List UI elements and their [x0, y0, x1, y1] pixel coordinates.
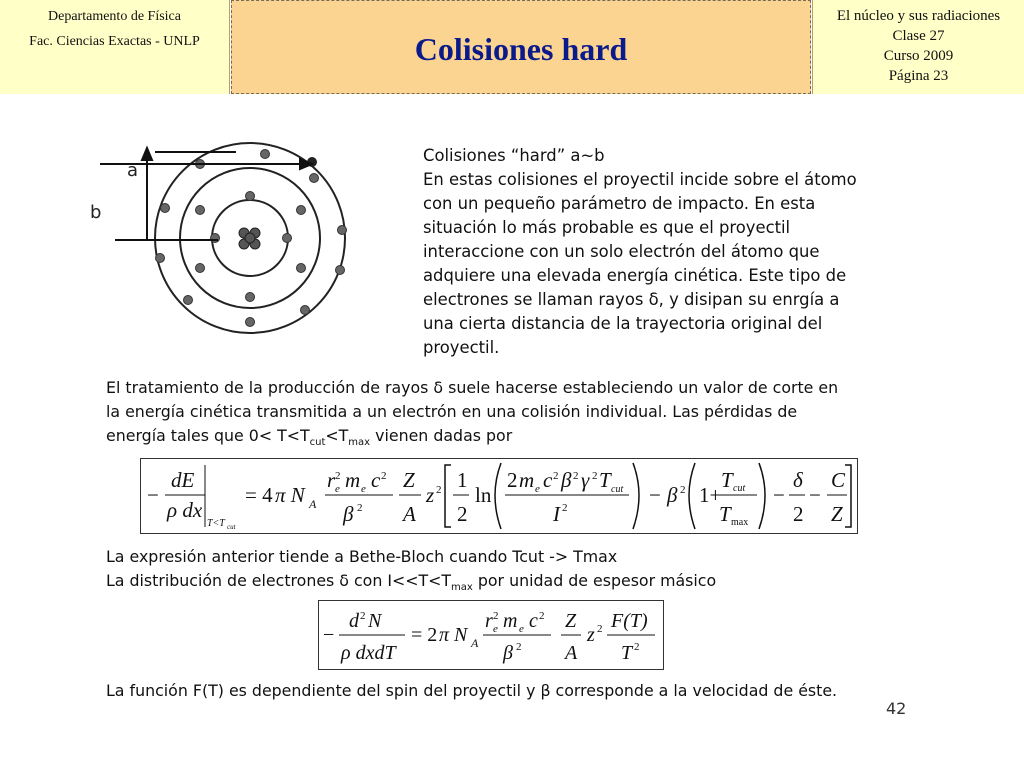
- intro-line: adquiere una elevada energía cinética. Este tipo de: [423, 266, 847, 285]
- intro-line: situación lo más probable es que el proyectil: [423, 218, 791, 237]
- svg-text:2: 2: [562, 502, 568, 514]
- svg-text:2: 2: [516, 641, 522, 653]
- page-label: Página 23: [888, 68, 949, 84]
- svg-text:A: A: [565, 642, 578, 664]
- class-number: Clase 27: [892, 28, 945, 44]
- svg-text:2: 2: [793, 502, 804, 526]
- svg-text:z: z: [587, 624, 595, 646]
- svg-text:e: e: [493, 623, 498, 635]
- footer-text: La función F(T) es dependiente del spin del proyectil y β corresponde a la velocidad de éste.: [106, 681, 838, 700]
- svg-text:Z: Z: [831, 502, 843, 526]
- svg-text:m: m: [519, 468, 535, 492]
- svg-text:T: T: [721, 468, 733, 492]
- svg-text:T: T: [599, 468, 611, 492]
- svg-text:c: c: [371, 468, 381, 492]
- label-a: a: [127, 160, 139, 181]
- treatment-line: energía tales que $0< T<T_{cut}<T_{max}$ vienen dadas por: [106, 426, 513, 449]
- svg-text:F(T): F(T): [611, 610, 648, 632]
- svg-text:2: 2: [335, 470, 341, 482]
- svg-text:2: 2: [357, 502, 363, 514]
- svg-text:c: c: [543, 468, 553, 492]
- intro-line: con un pequeño parámetro de impacto. En esta: [423, 194, 816, 213]
- svg-text:−: −: [323, 624, 335, 646]
- page-title: Colisiones hard: [414, 30, 628, 67]
- svg-text:−: −: [773, 483, 785, 507]
- svg-text:2: 2: [436, 484, 442, 496]
- intro-line: proyectil.: [423, 338, 500, 357]
- intro-line: electrones se llaman rayos δ, y disipan su enrgía a: [423, 290, 840, 309]
- header-right: [812, 0, 1024, 94]
- intro-line: En estas colisiones el proyectil incide sobre el átomo: [423, 170, 857, 189]
- svg-text:δ: δ: [793, 468, 803, 492]
- svg-text:d: d: [349, 610, 359, 632]
- department-name: Departamento de Física: [48, 9, 181, 24]
- nucleus: [239, 228, 260, 249]
- header-title-box: [231, 0, 811, 94]
- svg-text:cut: cut: [611, 484, 624, 495]
- svg-text:2: 2: [597, 623, 603, 635]
- treatment-line: El tratamiento de la producción de rayos δ suele hacerse estableciendo un valor de corte en: [106, 378, 839, 397]
- svg-text:2: 2: [592, 470, 598, 482]
- svg-text:2: 2: [360, 610, 366, 622]
- middle-paragraph: [106, 545, 716, 600]
- svg-text:max: max: [731, 517, 749, 528]
- svg-text:β: β: [503, 642, 513, 664]
- faculty-name: Fac. Ciencias Exactas - UNLP: [29, 34, 200, 49]
- svg-text:Z: Z: [403, 468, 415, 492]
- intro-paragraph: [423, 144, 857, 360]
- svg-text:A: A: [471, 636, 479, 650]
- svg-text:m: m: [503, 610, 518, 632]
- svg-text:ρ dxdT: ρ dxdT: [341, 642, 396, 664]
- svg-text:2: 2: [553, 470, 559, 482]
- svg-text:c: c: [529, 610, 538, 632]
- course-name: El núcleo y sus radiaciones: [836, 8, 1001, 24]
- svg-text:cut: cut: [227, 523, 236, 531]
- svg-text:ρ dx: ρ dx: [167, 498, 203, 522]
- svg-text:γ: γ: [581, 468, 590, 492]
- svg-text:2: 2: [457, 502, 468, 526]
- svg-text:β: β: [561, 468, 572, 492]
- restricted-energy-loss-formula: [140, 458, 858, 534]
- svg-text:2: 2: [507, 468, 518, 492]
- svg-text:I: I: [553, 502, 560, 526]
- course-year: Curso 2009: [883, 48, 954, 64]
- svg-text:2: 2: [680, 484, 686, 496]
- svg-text:A: A: [309, 497, 317, 511]
- header-left: [0, 0, 230, 94]
- svg-text:e: e: [535, 483, 540, 495]
- svg-text:−: −: [649, 483, 661, 507]
- svg-text:C: C: [831, 468, 846, 492]
- svg-text:2: 2: [493, 610, 499, 622]
- svg-text:T: T: [719, 502, 731, 526]
- intro-line: una cierta distancia de la trayectoria original del: [423, 314, 823, 333]
- svg-text:π N: π N: [439, 624, 468, 646]
- intro-line: interaccione con un solo electrón del átomo que: [423, 242, 820, 261]
- svg-text:m: m: [345, 468, 361, 492]
- svg-text:r: r: [485, 610, 493, 632]
- slide-number: 42: [886, 699, 907, 718]
- svg-text:T<T: T<T: [207, 518, 225, 529]
- svg-text:= 4: = 4: [245, 483, 273, 507]
- svg-text:−: −: [809, 483, 821, 507]
- svg-text:−: −: [147, 483, 159, 507]
- svg-text:e: e: [519, 623, 524, 635]
- svg-text:A: A: [403, 502, 416, 526]
- svg-text:z: z: [426, 483, 435, 507]
- label-b: b: [90, 202, 102, 223]
- svg-text:ln: ln: [475, 483, 492, 507]
- svg-text:T: T: [621, 642, 633, 664]
- svg-text:β: β: [667, 483, 678, 507]
- svg-text:1+: 1+: [699, 483, 722, 507]
- treatment-line: la energía cinética transmitida a un electrón en una colisión individual. Las pérdidas de: [106, 402, 798, 421]
- svg-text:2: 2: [634, 641, 640, 653]
- svg-text:1: 1: [457, 468, 468, 492]
- svg-text:π N: π N: [275, 483, 305, 507]
- svg-text:2: 2: [381, 470, 387, 482]
- svg-text:Z: Z: [565, 610, 577, 632]
- atom-diagram: [80, 140, 380, 340]
- svg-text:cut: cut: [733, 483, 746, 494]
- intro-heading: Colisiones “hard” a~b: [423, 146, 605, 165]
- treatment-paragraph: [106, 376, 838, 455]
- bethe-bloch-line: La expresión anterior tiende a Bethe-Bloch cuando Tcut -> Tmax: [106, 547, 618, 566]
- svg-text:2: 2: [573, 470, 579, 482]
- delta-distribution-formula: [318, 600, 664, 670]
- svg-text:dE: dE: [171, 468, 195, 492]
- svg-text:= 2: = 2: [411, 624, 438, 646]
- svg-text:e: e: [335, 483, 340, 495]
- svg-text:2: 2: [539, 610, 545, 622]
- svg-text:r: r: [327, 468, 336, 492]
- svg-text:e: e: [361, 483, 366, 495]
- svg-text:β: β: [343, 502, 354, 526]
- svg-text:N: N: [368, 610, 382, 632]
- distribution-line: La distribución de electrones δ con $I<<T<T_{max}$ por unidad de espesor másico: [106, 571, 717, 594]
